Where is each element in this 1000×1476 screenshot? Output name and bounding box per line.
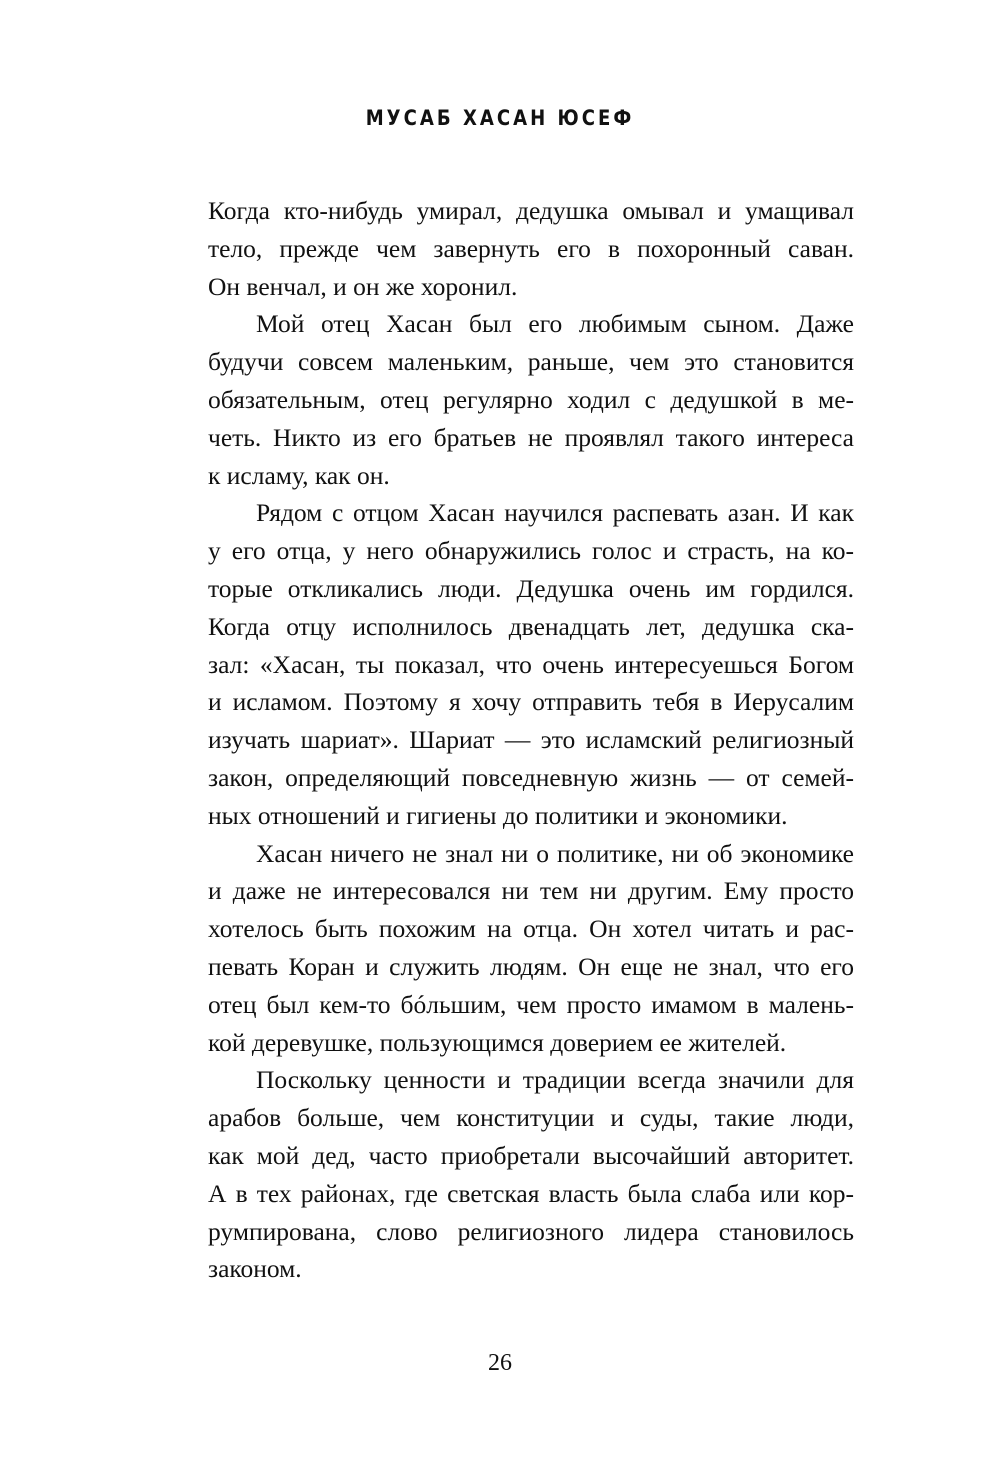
text-line: четь. Никто из его братьев не проявлял такого интереса [208,422,854,452]
text-line: хотелось быть похожим на отца. Он хотел читать и рас- [208,914,854,944]
text-line: и даже не интересовался ни тем ни другим. Ему просто [208,876,854,906]
text-line: закон, определяющий повседневную жизнь — от семей- [208,762,854,792]
paragraph [208,494,854,834]
text-line: певать Коран и служить людям. Он еще не знал, что его [208,951,854,981]
text-line: Он венчал, и он же хоронил. [208,271,518,301]
text-line: Мой отец Хасан был его любимым сыном. Даже [256,309,854,339]
text-line: зал: «Хасан, ты показал, что очень интересуешься Богом [208,649,854,679]
page-number: 26 [488,1350,512,1376]
text-line: изучать шариат». Шариат — это исламский религиозный [208,725,854,755]
text-line: Рядом с отцом Хасан научился распевать азан. И как [256,498,854,528]
text-line: Поскольку ценности и традиции всегда значили для [256,1065,854,1095]
text-line: будучи совсем маленьким, раньше, чем это становится [208,347,854,377]
text-line: к исламу, как он. [208,460,390,490]
paragraph [208,1061,854,1288]
text-line: отец был кем-то бóльшим, чем просто имамом в малень- [208,989,854,1019]
text-line: и исламом. Поэтому я хочу отправить тебя в Иерусалим [208,687,854,717]
paragraph [208,192,854,305]
paragraph [208,305,854,494]
text-line: как мой дед, часто приобретали высочайший авторитет. [208,1140,854,1170]
body-text [208,192,854,1288]
text-line: румпирована, слово религиозного лидера становилось [208,1216,854,1246]
text-line: кой деревушке, пользующимся доверием ее жителей. [208,1027,787,1057]
text-line: Когда отцу исполнилось двенадцать лет, дедушка ска- [208,611,854,641]
text-line: ных отношений и гигиены до политики и экономики. [208,800,788,830]
text-line: арабов больше, чем конституции и суды, такие люди, [208,1103,854,1133]
running-title: МУСАБ ХАСАН ЮСЕФ [365,106,635,130]
text-line: законом. [208,1254,302,1284]
text-line: обязательным, отец регулярно ходил с дедушкой в ме- [208,384,854,414]
text-line: Хасан ничего не знал ни о политике, ни об экономике [256,838,854,868]
text-line: А в тех районах, где светская власть была слаба или кор- [208,1178,854,1208]
text-line: Когда кто-нибудь умирал, дедушка омывал и умащивал [208,196,854,225]
paragraph [208,835,854,1062]
text-line: у его отца, у него обнаружились голос и страсть, на ко- [208,536,854,566]
text-line: тело, прежде чем завернуть его в похоронный саван. [208,233,854,263]
text-line: торые откликались люди. Дедушка очень им гордился. [208,573,854,603]
